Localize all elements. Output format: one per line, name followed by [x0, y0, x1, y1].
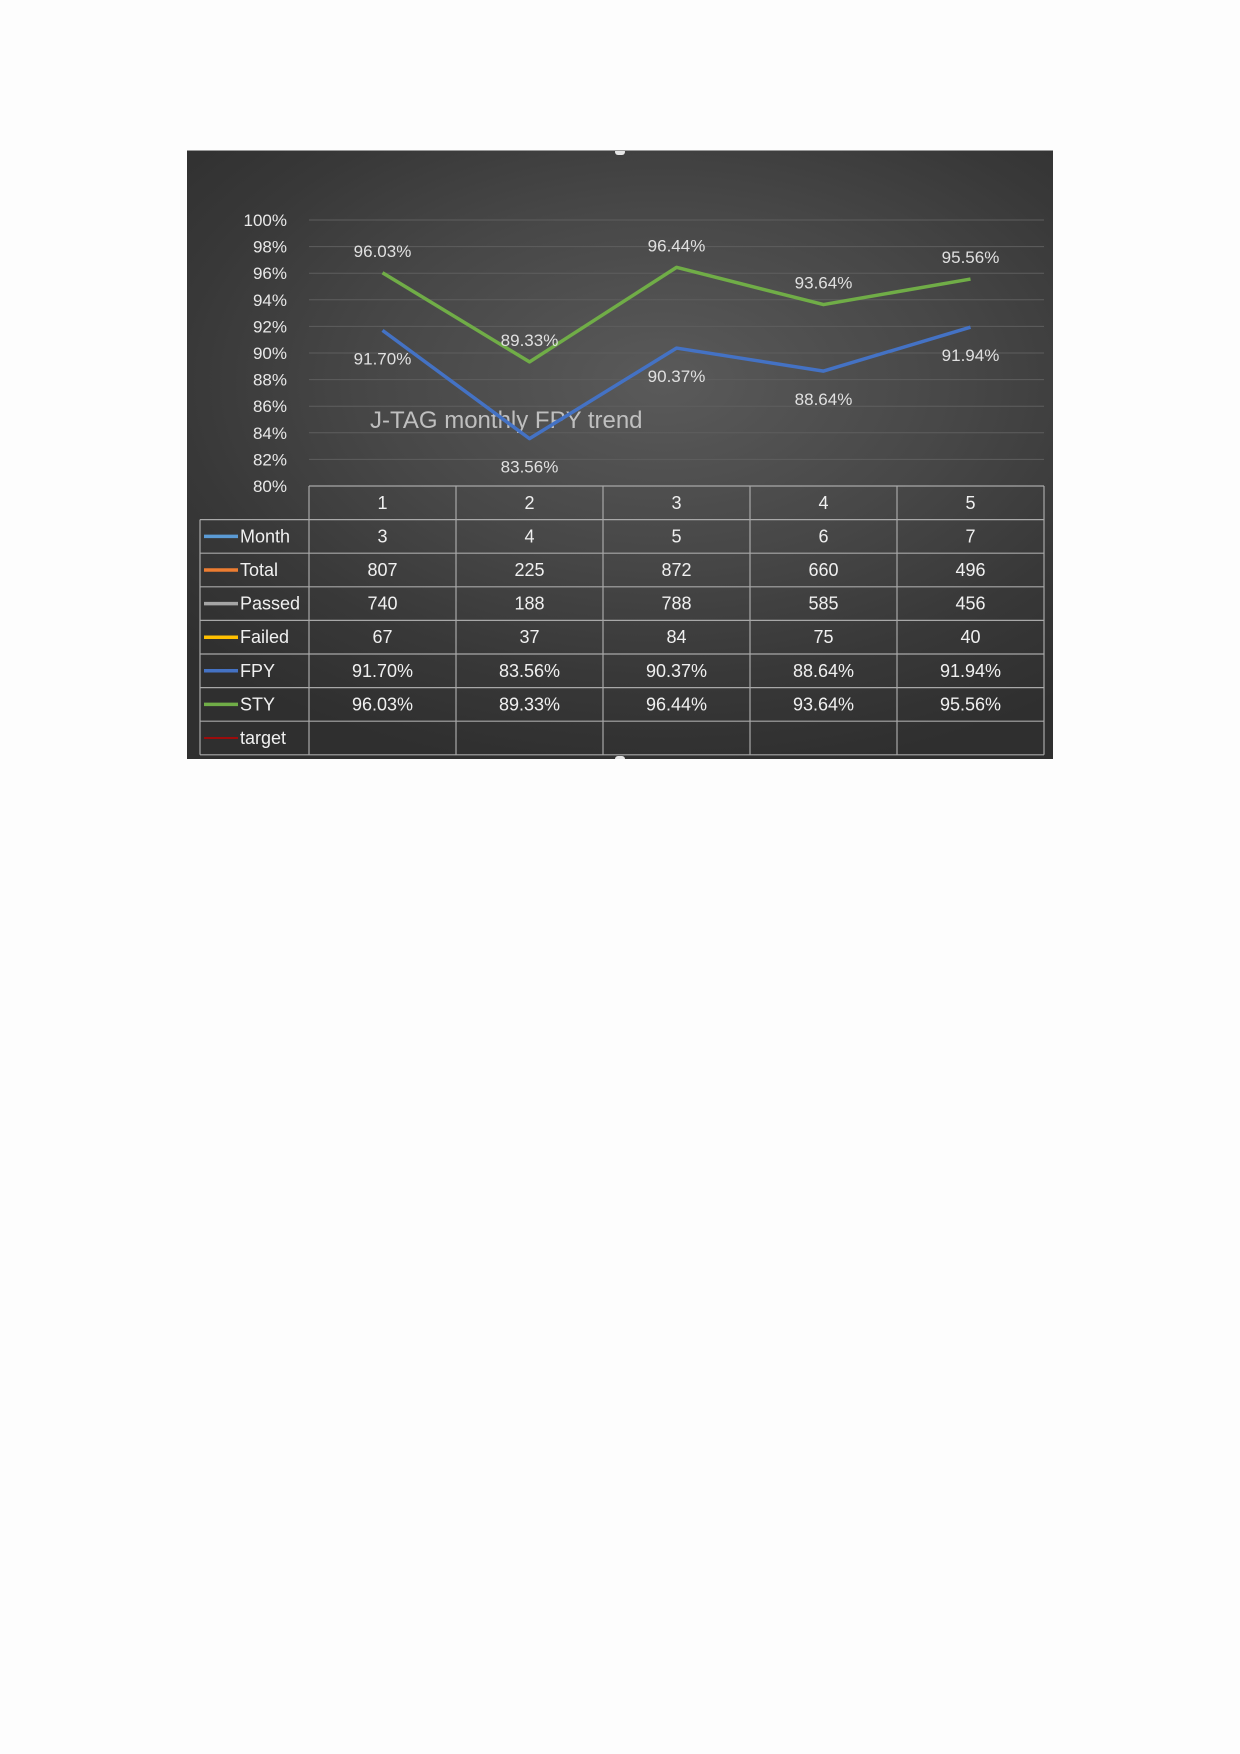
data-label-fpy: 83.56% [500, 457, 559, 477]
table-cell: 88.64% [792, 660, 855, 681]
table-cell: 225 [514, 560, 545, 580]
y-tick-label: 100% [243, 211, 287, 230]
table-cell: 188 [514, 593, 545, 614]
y-tick-label: 84% [252, 423, 287, 443]
table-cell: 5 [671, 526, 682, 547]
y-tick-label: 92% [252, 317, 287, 337]
table-cell: 37 [519, 627, 540, 648]
table-cell: 75 [813, 627, 834, 648]
data-label-sty: 95.56% [941, 248, 1000, 268]
table-cell: 496 [955, 560, 986, 580]
table-header-cell: 4 [818, 492, 829, 513]
table-cell: 90.37% [645, 660, 708, 681]
table-cell: 872 [661, 560, 692, 580]
data-label-sty: 89.33% [500, 330, 559, 350]
table-cell: 4 [524, 526, 535, 547]
table-header-cell: 3 [671, 492, 682, 513]
table-header-cell: 5 [965, 492, 976, 513]
table-cell: 89.33% [498, 694, 561, 715]
table-cell: 740 [367, 593, 398, 614]
table-row-label: target [240, 728, 287, 748]
table-cell: 807 [367, 560, 398, 580]
table-row-label: STY [240, 694, 276, 715]
table-header-cell: 2 [524, 492, 535, 513]
table-cell: 660 [808, 560, 839, 580]
y-tick-label: 86% [252, 397, 287, 417]
table-row-label: Month [240, 526, 291, 547]
y-tick-label: 90% [252, 344, 287, 363]
y-axis-tick-labels [244, 211, 287, 496]
table-cell: 788 [661, 593, 692, 614]
chart-svg [187, 151, 1053, 759]
table-row-label: FPY [240, 660, 276, 681]
chart-panel [187, 150, 1053, 759]
resize-handle-bottom[interactable] [615, 756, 625, 759]
data-labels [354, 236, 1000, 476]
data-label-sty: 93.64% [794, 273, 853, 293]
data-label-fpy: 91.94% [941, 346, 1000, 366]
data-label-fpy: 90.37% [647, 367, 706, 387]
data-label-sty: 96.44% [647, 236, 706, 256]
y-tick-label: 98% [252, 237, 287, 257]
table-cell: 3 [377, 526, 388, 547]
y-tick-label: 82% [252, 450, 287, 470]
data-table [200, 486, 1044, 755]
table-cell: 96.03% [351, 694, 414, 715]
table-cell: 91.70% [351, 660, 414, 681]
table-cell: 40 [960, 627, 981, 648]
table-row-label: Total [240, 560, 279, 580]
table-cell: 83.56% [498, 660, 561, 681]
table-row-label: Failed [240, 627, 290, 648]
table-cell: 67 [372, 627, 393, 648]
table-cell: 95.56% [939, 694, 1002, 715]
table-cell: 91.94% [939, 660, 1002, 681]
y-tick-label: 94% [252, 290, 287, 310]
data-label-sty: 96.03% [353, 241, 412, 261]
table-cell: 93.64% [792, 694, 855, 715]
y-tick-label: 96% [252, 264, 287, 284]
table-cell: 84 [666, 627, 687, 648]
y-tick-label: 80% [252, 477, 287, 496]
chart-title: J-TAG monthly FPY trend [370, 407, 643, 434]
table-cell: 6 [818, 526, 829, 547]
table-cell: 7 [965, 526, 976, 547]
table-cell: 456 [955, 593, 986, 614]
table-header-cell: 1 [377, 492, 388, 513]
resize-handle-top[interactable] [615, 150, 625, 155]
data-label-fpy: 88.64% [794, 390, 853, 410]
data-label-fpy: 91.70% [353, 349, 412, 369]
table-cell: 585 [808, 593, 839, 614]
y-tick-label: 88% [252, 370, 287, 390]
table-row-label: Passed [240, 593, 301, 614]
table-cell: 96.44% [645, 694, 708, 715]
